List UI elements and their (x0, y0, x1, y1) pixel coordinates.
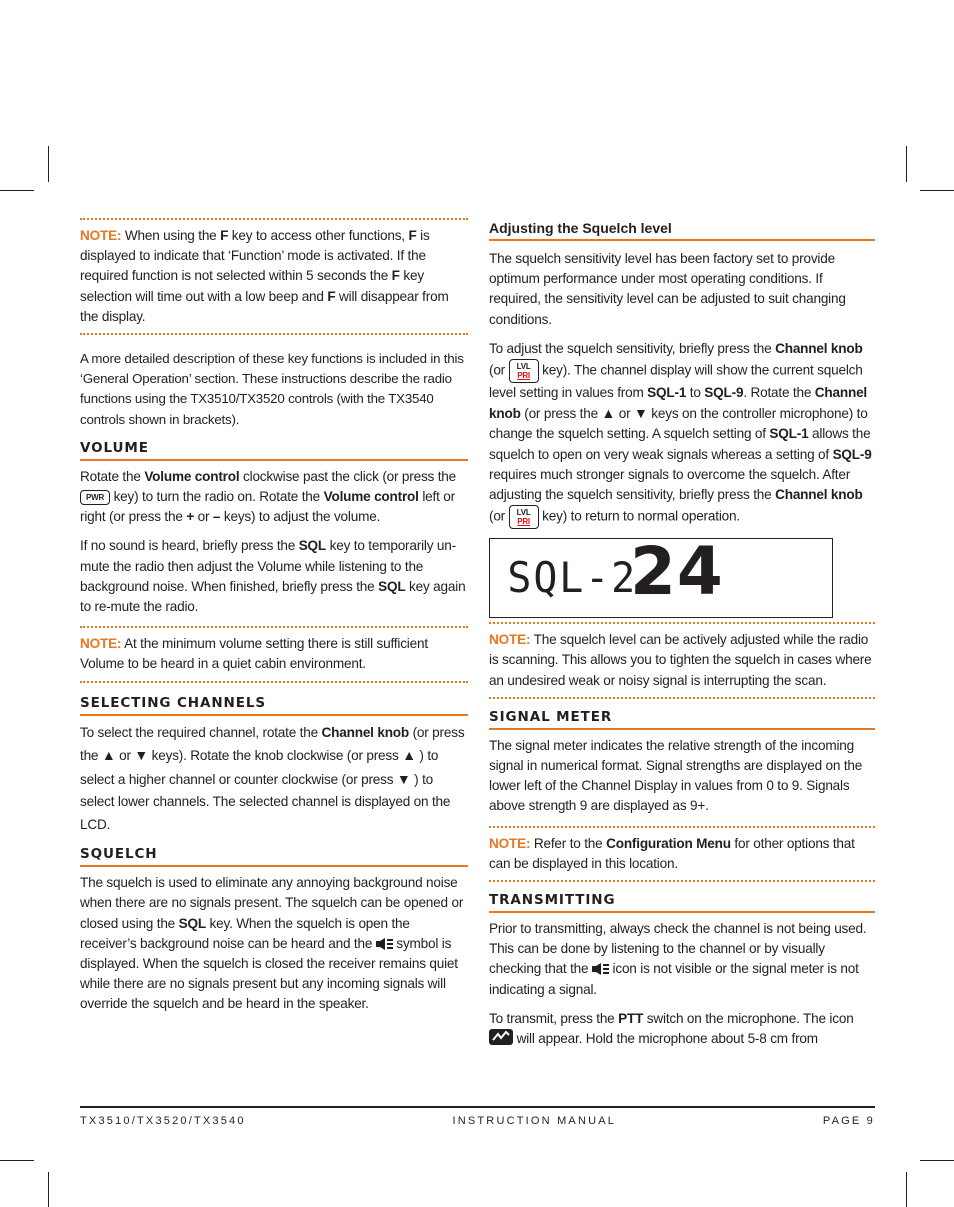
crop-mark (0, 190, 34, 191)
note-scanning (489, 624, 875, 697)
crop-mark (48, 146, 49, 182)
note-divider (489, 880, 875, 882)
note-function-mode (80, 220, 468, 333)
note-divider (80, 681, 468, 683)
crop-mark (48, 1172, 49, 1207)
note-text: NOTE: When using the F key to access other functions, F is displayed to indicate that ‘Function’ mode is activated. If the required function is not selected within 5 seconds the F key selection will time out with a low beep and F will disappear from the display. (80, 228, 449, 324)
lcd-squelch-readout: SQL-2 (507, 553, 638, 603)
speaker-icon (376, 938, 393, 950)
footer-page-number: PAGE 9 (822, 1115, 875, 1127)
tx-paragraph-1: Prior to transmitting, always check the channel is not being used. This can be done by listening to the channel or by visually checking that the icon is not visible or the signal meter is not indicating a signal. (489, 921, 867, 997)
lvl-pri-key-icon: LVL PRI (509, 505, 539, 529)
up-arrow-icon: ▲ (601, 405, 616, 422)
meter-paragraph: The signal meter indicates the relative strength of the incoming signal in numerical format. Signal strengths are displayed on the lower left of the Channel Display in values from 0 to 9. Signals above strength 9 are displayed as 9+. (489, 737, 863, 814)
squelch-paragraph: The squelch is used to eliminate any annoying background noise when there are no signals present. The squelch can be opened or closed using the SQL key. When the squelch is open the receiver’s background noise can be heard and the symbol is displayed. When the squelch is closed the receiver remains quiet while there are no signals present but any incoming signals will override the squelch and be heard in the speaker. (80, 875, 464, 1012)
crop-mark (0, 1160, 34, 1161)
note-min-volume (80, 628, 468, 680)
crop-mark (906, 146, 907, 182)
adjust-paragraph-1: The squelch sensitivity level has been factory set to provide optimum performance under most operating conditions. If required, the sensitivity level can be adjusted to suit changing conditions. (489, 251, 846, 327)
note-text: NOTE: At the minimum volume setting there is still sufficient Volume to be heard in a quiet cabin environment. (80, 636, 428, 672)
note-text: NOTE: Refer to the Configuration Menu for other options that can be displayed in this location. (489, 835, 855, 871)
footer-model: TX3510/TX3520/TX3540 (80, 1115, 246, 1127)
subheading-adjusting-squelch: Adjusting the Squelch level (489, 220, 875, 241)
section-heading-selecting-channels: SELECTING CHANNELS (80, 695, 468, 716)
section-heading-signal-meter: SIGNAL METER (489, 709, 875, 730)
volume-paragraph-1: Rotate the Volume control clockwise past the click (or press the PWR key) to turn the radio on. Rotate the Volume control left or right (or press the + or – keys) to adjust the volume. (80, 468, 457, 525)
speaker-icon (592, 963, 609, 975)
right-column (489, 218, 875, 1058)
intro-paragraph: A more detailed description of these key functions is included in this ‘General Operation’ section. These instructions describe the radio functions using the TX3510/TX3520 controls (with the TX3540 controls shown in brackets). (80, 351, 464, 427)
note-divider (489, 697, 875, 699)
lvl-pri-key-icon: LVL PRI (509, 359, 539, 383)
adjust-paragraph-2: To adjust the squelch sensitivity, briefly press the Channel knob (or LVL PRI key). The channel display will show the current squelch level setting in values from SQL-1 to SQL-9. Rotate the Channel knob (or press the ▲ or ▼ keys on the controller microphone) to change the squelch setting. A squelch setting of SQL-1 allows the squelch to open on very weak signals whereas a setting of SQL-9 requires much stronger signals to overcome the squelch. After adjusting the squelch sensitivity, briefly press the Channel knob (or LVL PRI key) to return to normal operation. (489, 339, 875, 529)
channels-paragraph: To select the required channel, rotate the Channel knob (or press the ▲ or ▼ keys). Rotate the knob clockwise (or press ▲ ) to select a higher channel or counter clockwise (or press ▼ ) to select lower channels. The selected channel is displayed on the LCD. (80, 724, 465, 832)
up-arrow-icon: ▲ (402, 747, 416, 764)
down-arrow-icon: ▼ (634, 405, 648, 422)
note-text: NOTE: The squelch level can be actively adjusted while the radio is scanning. This allows you to tighten the squelch in cases where an undesired weak or noisy signal is interrupting the scan. (489, 632, 872, 688)
section-heading-volume: VOLUME (80, 440, 468, 461)
note-divider (80, 333, 468, 335)
crop-mark (920, 190, 954, 191)
volume-paragraph-2: If no sound is heard, briefly press the SQL key to temporarily un-mute the radio then adjust the Volume while listening to the background noise. When finished, briefly press the SQL key again to re-mute the radio. (80, 538, 466, 615)
lcd-channel-readout: 24 (630, 533, 724, 611)
pwr-key-icon: PWR (80, 490, 110, 505)
note-config-menu (489, 828, 875, 880)
down-arrow-icon: ▼ (134, 747, 149, 764)
page-footer (80, 1106, 875, 1127)
section-heading-transmitting: TRANSMITTING (489, 892, 875, 913)
down-arrow-icon: ▼ (396, 770, 411, 787)
left-column (80, 218, 468, 1024)
tx-paragraph-2: To transmit, press the PTT switch on the microphone. The icon will appear. Hold the microphone about 5-8 cm from (489, 1010, 854, 1047)
up-arrow-icon: ▲ (101, 747, 116, 764)
section-heading-squelch: SQUELCH (80, 846, 468, 867)
crop-mark (906, 1172, 907, 1207)
crop-mark (920, 1160, 954, 1161)
footer-title: INSTRUCTION MANUAL (452, 1115, 617, 1127)
transmit-icon (489, 1029, 513, 1045)
lcd-display (489, 533, 833, 618)
